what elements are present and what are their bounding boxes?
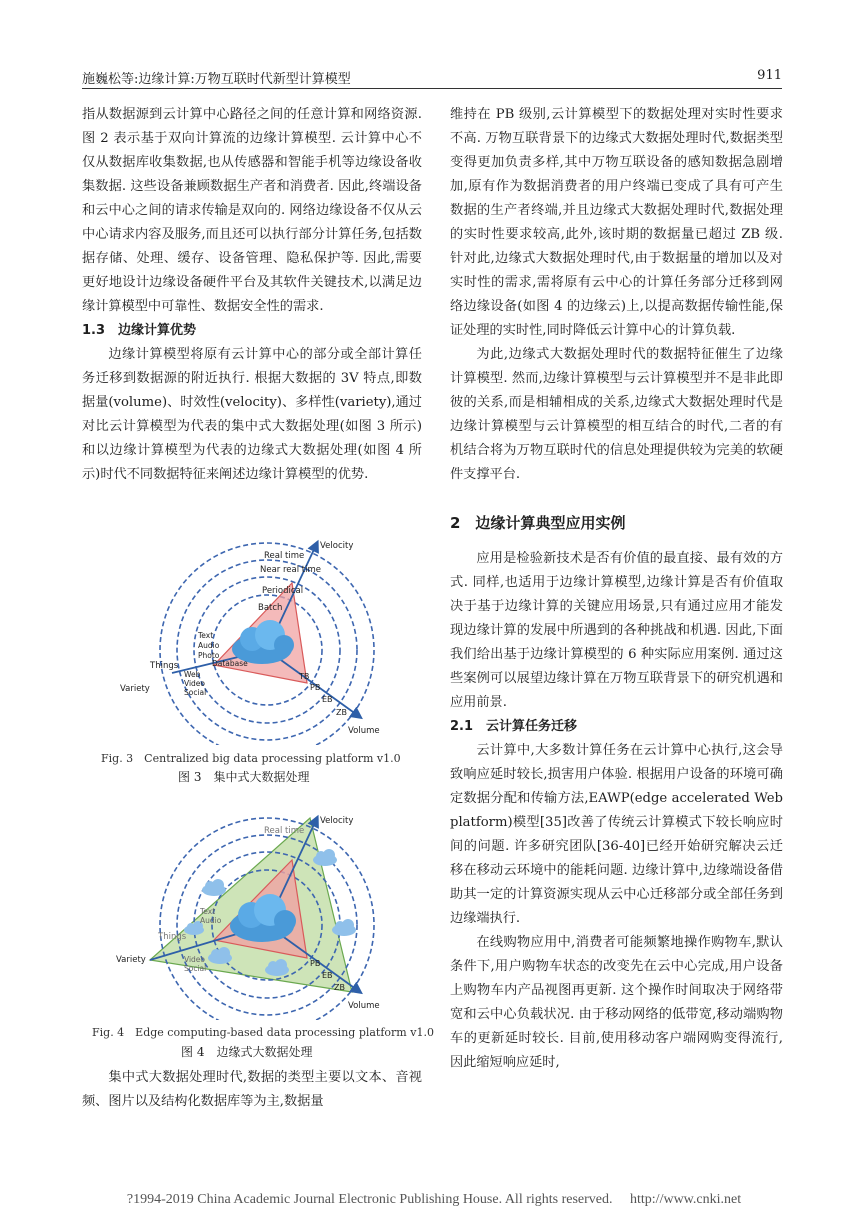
label-eb: EB: [322, 971, 333, 980]
label-periodical: Periodical: [262, 586, 304, 596]
page-number: 911: [757, 68, 782, 83]
label-real-time: Real time: [264, 826, 305, 836]
label-zb: ZB: [334, 983, 345, 992]
label-tb: TB: [299, 672, 310, 681]
header-rule: [82, 88, 782, 89]
label-video: Video: [184, 955, 206, 964]
axis-label-velocity: Velocity: [320, 541, 354, 551]
label-audio: Audio: [200, 916, 222, 925]
label-web: Web: [184, 670, 201, 679]
label-video: Video: [184, 679, 206, 688]
label-audio: Audio: [198, 641, 220, 650]
axis-label-variety: Variety: [116, 955, 146, 965]
label-pb: PB: [310, 959, 321, 968]
figure-3-caption-en: Fig. 3 Centralized big data processing platform v1.0: [101, 752, 401, 765]
label-eb: EB: [322, 695, 333, 704]
right-column: [450, 103, 783, 1075]
label-photo: Photo: [198, 651, 220, 660]
figure-4-caption-en: Fig. 4 Edge computing-based data processing platform v1.0: [92, 1026, 434, 1039]
right-paragraph-1: 维持在 PB 级别,云计算模型下的数据处理对实时性要求不高. 万物互联背景下的边缘式大数据处理时代,数据类型变得更加负责多样,其中万物互联设备的感知数据急剧增加,原有作为数据消费者的用户终端已变成了具有可产生数据的生产者终端,并且边缘式大数据处理时代,数据处理的实时性要求较高,此外,该时期的数据量已超过 ZB 级. 针对此,边缘式大数据处理时代,由于数据量的增加以及对实时性的需求,需将原有云中心的计算任务部分迁移到网络边缘设备(如图 4 的边缘云)上,以提高数据传输性能,保证处理的实时性,同时降低云计算中心的计算负载.: [450, 107, 783, 338]
figure-3-caption-zh: 图 3 集中式大数据处理: [178, 770, 310, 784]
label-text: Text: [200, 907, 216, 916]
section-1-3-heading: 1.3 边缘计算优势: [82, 323, 197, 338]
right-paragraph-3: 应用是检验新技术是否有价值的最直接、最有效的方式. 同样,也适用于边缘计算模型,边缘计算是否有价值取决于基于边缘计算的关键应用场景,只有通过应用才能发现边缘计算的发展中所遇到的各种挑战和机遇. 因此,下面我们给出基于边缘计算模型的 6 种实际应用案例. 通过这些案例可以展望边缘计算在万物互联背景下的研究机遇和应用前景.: [450, 551, 783, 710]
right-paragraph-4: 云计算中,大多数计算任务在云计算中心执行,这会导致响应延时较长,损害用户体验. 根据用户设备的环境可确定数据分配和传输方法,EAWP(edge accelerated Web platform)模型[35]改善了传统云计算模式下较长响应时间的问题. 许多研究团队[36-40]已经开始研究解决云迁移在移动云环境中的能耗问题. 边缘计算中,边缘端设备借助其一定的计算资源实现从云中心迁移部分或全部任务到边缘端执行.: [450, 743, 783, 926]
axis-label-variety: Variety: [120, 684, 150, 694]
figure-4: [112, 810, 412, 1020]
label-text: Text: [198, 631, 214, 640]
label-pb: PB: [310, 683, 321, 692]
figure-3-diagram: [112, 535, 412, 745]
figure-4-caption-zh: 图 4 边缘式大数据处理: [181, 1045, 313, 1059]
label-real-time: Real time: [264, 551, 305, 561]
label-batch: Batch: [258, 603, 283, 613]
right-paragraph-2: 为此,边缘式大数据处理时代的数据特征催生了边缘计算模型. 然而,边缘计算模型与云计算模型并不是非此即彼的关系,而是相辅相成的关系,边缘式大数据处理时代是边缘计算模型与云计算模型的相互结合的时代,二者的有机结合将为万物互联时代的信息处理提供较为完美的软硬件支撑平台.: [450, 347, 783, 482]
label-things: Things: [158, 932, 187, 942]
axis-label-volume: Volume: [348, 1001, 380, 1011]
label-social: Social: [184, 964, 207, 973]
running-header: [82, 64, 782, 88]
left-paragraph-2: 边缘计算模型将原有云计算中心的部分或全部计算任务迁移到数据源的附近执行. 根据大数据的 3V 特点,即数据量(volume)、时效性(velocity)、多样性(variety),通过对比云计算模型为代表的集中式大数据处理(如图 3 所示)和以边缘计算模型为代表的边缘式大数据处理(如图 4 所示)时代不同数据特征来阐述边缘计算模型的优势.: [82, 347, 422, 482]
label-things: Things: [150, 661, 179, 671]
figure-4-diagram: [112, 810, 412, 1020]
right-paragraph-5: 在线购物应用中,消费者可能频繁地操作购物车,默认条件下,用户购物车状态的改变先在云中心完成,用户设备上购物车内产品视图再更新. 这个操作时间取决于网络带宽和云中心负载状况. 由于移动网络的低带宽,移动端购物车的更新延时较长. 目前,使用移动客户端网购变得流行,因此缩短响应延时,: [450, 935, 783, 1070]
left-column: [82, 103, 422, 487]
section-2-heading: 2 边缘计算典型应用实例: [450, 514, 626, 532]
copyright-footer: ?1994-2019 China Academic Journal Electronic Publishing House. All rights reserved. http://www.cnki.net: [126, 1192, 742, 1207]
section-2-1-heading: 2.1 云计算任务迁移: [450, 719, 578, 734]
label-social: Social: [184, 688, 207, 697]
label-database: Database: [212, 659, 248, 668]
label-zb: ZB: [336, 708, 347, 717]
label-near-real-time: Near real time: [260, 565, 322, 575]
left-column-bottom: [82, 1066, 422, 1114]
figure-3: [112, 535, 412, 745]
axis-label-velocity: Velocity: [320, 816, 354, 826]
axis-label-volume: Volume: [348, 726, 380, 736]
header-authors-title: 施巍松等:边缘计算:万物互联时代新型计算模型: [82, 72, 351, 87]
left-paragraph-1: 指从数据源到云计算中心路径之间的任意计算和网络资源. 图 2 表示基于双向计算流的边缘计算模型. 云计算中心不仅从数据库收集数据,也从传感器和智能手机等边缘设备收集数据. 这些设备兼顾数据生产者和消费者. 因此,终端设备和云中心之间的请求传输是双向的. 网络边缘设备不仅从云中心请求内容及服务,而且还可以执行部分计算任务,包括数据存储、处理、缓存、设备管理、隐私保护等. 因此,需要更好地设计边缘设备硬件平台及其软件关键技术,以满足边缘计算模型中可靠性、数据安全性的需求.: [82, 107, 422, 314]
left-paragraph-3: 集中式大数据处理时代,数据的类型主要以文本、音视频、图片以及结构化数据库等为主,数据量: [82, 1070, 422, 1109]
